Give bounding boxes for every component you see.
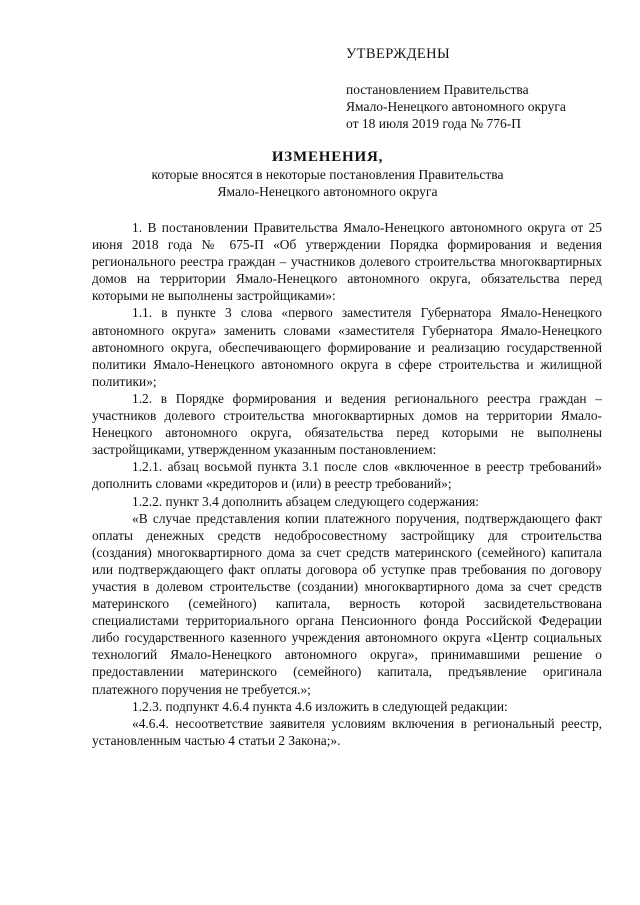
approval-stamp [346,46,616,132]
paragraph-1-2: 1.2. в Порядке формирования и ведения регионального реестра граждан – участников долевого строительства многоквартирных домов на территории Ямало-Ненецкого автономного округа, обязательства перед которыми не выполнены застройщиками, утвержденном указанным постановлением: [92,390,602,458]
paragraph-1-1: 1.1. в пункте 3 слова «первого заместителя Губернатора Ямало-Ненецкого автономного округа» заменить словами «заместителя Губернатора Ямало-Ненецкого автономного округа, обеспечивающего формирование и реализацию государственной политики Ямало-Ненецкого автономного округа в сфере строительства и жилищной политики»; [92,305,602,389]
approval-line: Ямало-Ненецкого автономного округа [346,99,566,114]
paragraph-1-2-2: 1.2.2. пункт 3.4 дополнить абзацем следующего содержания: [132,493,480,509]
paragraph-4-6-4: «4.6.4. несоответствие заявителя условиям включения в региональный реестр, установленным частью 4 статьи 2 Закона;». [92,715,602,748]
paragraph-1-2-1: 1.2.1. абзац восьмой пункта 3.1 после слов «включенное в реестр требований» дополнить словами «кредиторов и (или) в реестр требований»; [92,459,602,492]
approval-heading: УТВЕРЖДЕНЫ [346,46,451,62]
document-title [60,148,595,200]
document-body [92,219,602,749]
title-heading: ИЗМЕНЕНИЯ, [271,149,384,165]
approval-line: от 18 июля 2019 года № 776-П [346,116,521,131]
approval-line: постановлением Правительства [346,82,529,97]
paragraph-1: 1. В постановлении Правительства Ямало-Ненецкого автономного округа от 25 июня 2018 года № 675-П «Об утверждении Порядка формирования и ведения регионального реестра граждан – участников долевого строительства многоквартирных домов на территории Ямало-Ненецкого автономного округа, обязательства перед которыми не выполнены застройщиками»: [92,220,602,304]
paragraph-quote: «В случае представления копии платежного поручения, подтверждающего факт оплаты денежных средств недобросовестному застройщику для строительства (создания) многоквартирного дома за счет средств материнского (семейного) капитала или подтверждающего факт оплаты договора об уступке прав требования по договору участия в долевом строительстве (создании) многоквартирного дома за счет средств материнского (семейного) капитала, верность которой засвидетельствована специалистами территориального органа Пенсионного фонда Российской Федерации либо государственного казенного учреждения автономного округа «Центр социальных технологий Ямало-Ненецкого автономного округа», принимавшими решение о предоставлении материнского (семейного) капитала, предъявление оригинала платежного поручения не требуется.»; [92,510,602,697]
title-subtitle-line: которые вносятся в некоторые постановления Правительства [151,167,504,182]
paragraph-1-2-3: 1.2.3. подпункт 4.6.4 пункта 4.6 изложить в следующей редакции: [132,698,508,714]
title-subtitle-line: Ямало-Ненецкого автономного округа [217,184,438,199]
